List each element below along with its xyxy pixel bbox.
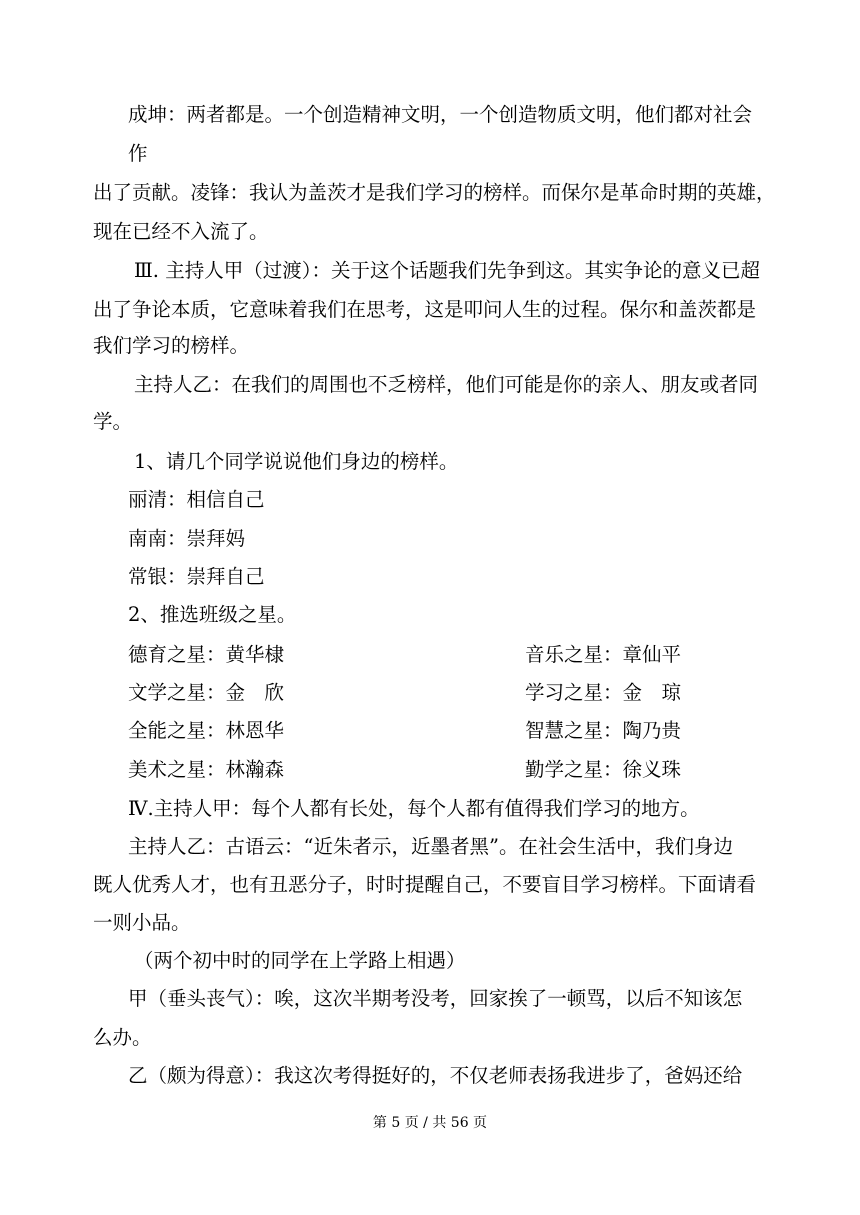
list-item: 常银：崇拜自己 xyxy=(128,565,265,588)
stage-direction: （两个初中时的同学在上学路上相遇） xyxy=(134,949,466,972)
paragraph-line: 作 xyxy=(128,142,148,165)
paragraph-line: 出了贡献。凌锋：我认为盖茨才是我们学习的榜样。而保尔是革命时期的英雄， xyxy=(93,181,776,204)
paragraph-line: 既人优秀人才，也有丑恶分子，时时提醒自己，不要盲目学习榜样。下面请看 xyxy=(93,873,757,896)
dialogue-line: 乙（颇为得意）：我这次考得挺好的，不仅老师表扬我进步了，爸妈还给 xyxy=(128,1064,743,1087)
paragraph-line: 学。 xyxy=(93,410,133,433)
paragraph-line: 主持人乙：古语云：“近朱者示，近墨者黑”。在社会生活中，我们身边 xyxy=(128,835,733,858)
paragraph-line: 主持人乙：在我们的周围也不乏榜样，他们可能是你的亲人、朋友或者同 xyxy=(134,373,759,396)
star-entry: 德育之星：黄华棣 xyxy=(128,643,285,666)
paragraph-line: 现在已经不入流了。 xyxy=(93,220,269,243)
star-entry: 勤学之星：徐义珠 xyxy=(525,758,682,781)
star-entry: 智慧之星：陶乃贵 xyxy=(525,719,682,742)
star-entry: 音乐之星：章仙平 xyxy=(525,643,682,666)
star-entry: 美术之星：林瀚森 xyxy=(128,758,285,781)
list-item: 1、请几个同学说说他们身边的榜样。 xyxy=(134,450,459,473)
page-footer: 第 5 页 / 共 56 页 xyxy=(372,1115,488,1131)
list-item: 2、推选班级之星。 xyxy=(128,603,297,626)
star-entry: 全能之星：林恩华 xyxy=(128,719,285,742)
dialogue-line: 么办。 xyxy=(93,1026,152,1049)
paragraph-line: 我们学习的榜样。 xyxy=(93,334,250,357)
star-entry: 学习之星：金 琼 xyxy=(525,681,682,704)
paragraph-line: Ⅲ. 主持人甲（过渡）：关于这个话题我们先争到这。其实争论的意义已超 xyxy=(134,259,760,282)
paragraph-line: 出了争论本质，它意味着我们在思考，这是叩问人生的过程。保尔和盖茨都是 xyxy=(93,298,757,321)
paragraph-line: 成坤：两者都是。一个创造精神文明，一个创造物质文明，他们都对社会 xyxy=(128,103,753,126)
paragraph-line: Ⅳ.主持人甲：每个人都有长处，每个人都有值得我们学习的地方。 xyxy=(128,797,700,820)
paragraph-line: 一则小品。 xyxy=(93,911,191,934)
dialogue-line: 甲（垂头丧气）：唉，这次半期考没考，回家挨了一顿骂，以后不知该怎 xyxy=(128,987,743,1010)
list-item: 丽清：相信自己 xyxy=(128,488,265,511)
star-entry: 文学之星：金 欣 xyxy=(128,681,285,704)
list-item: 南南：崇拜妈 xyxy=(128,527,246,550)
